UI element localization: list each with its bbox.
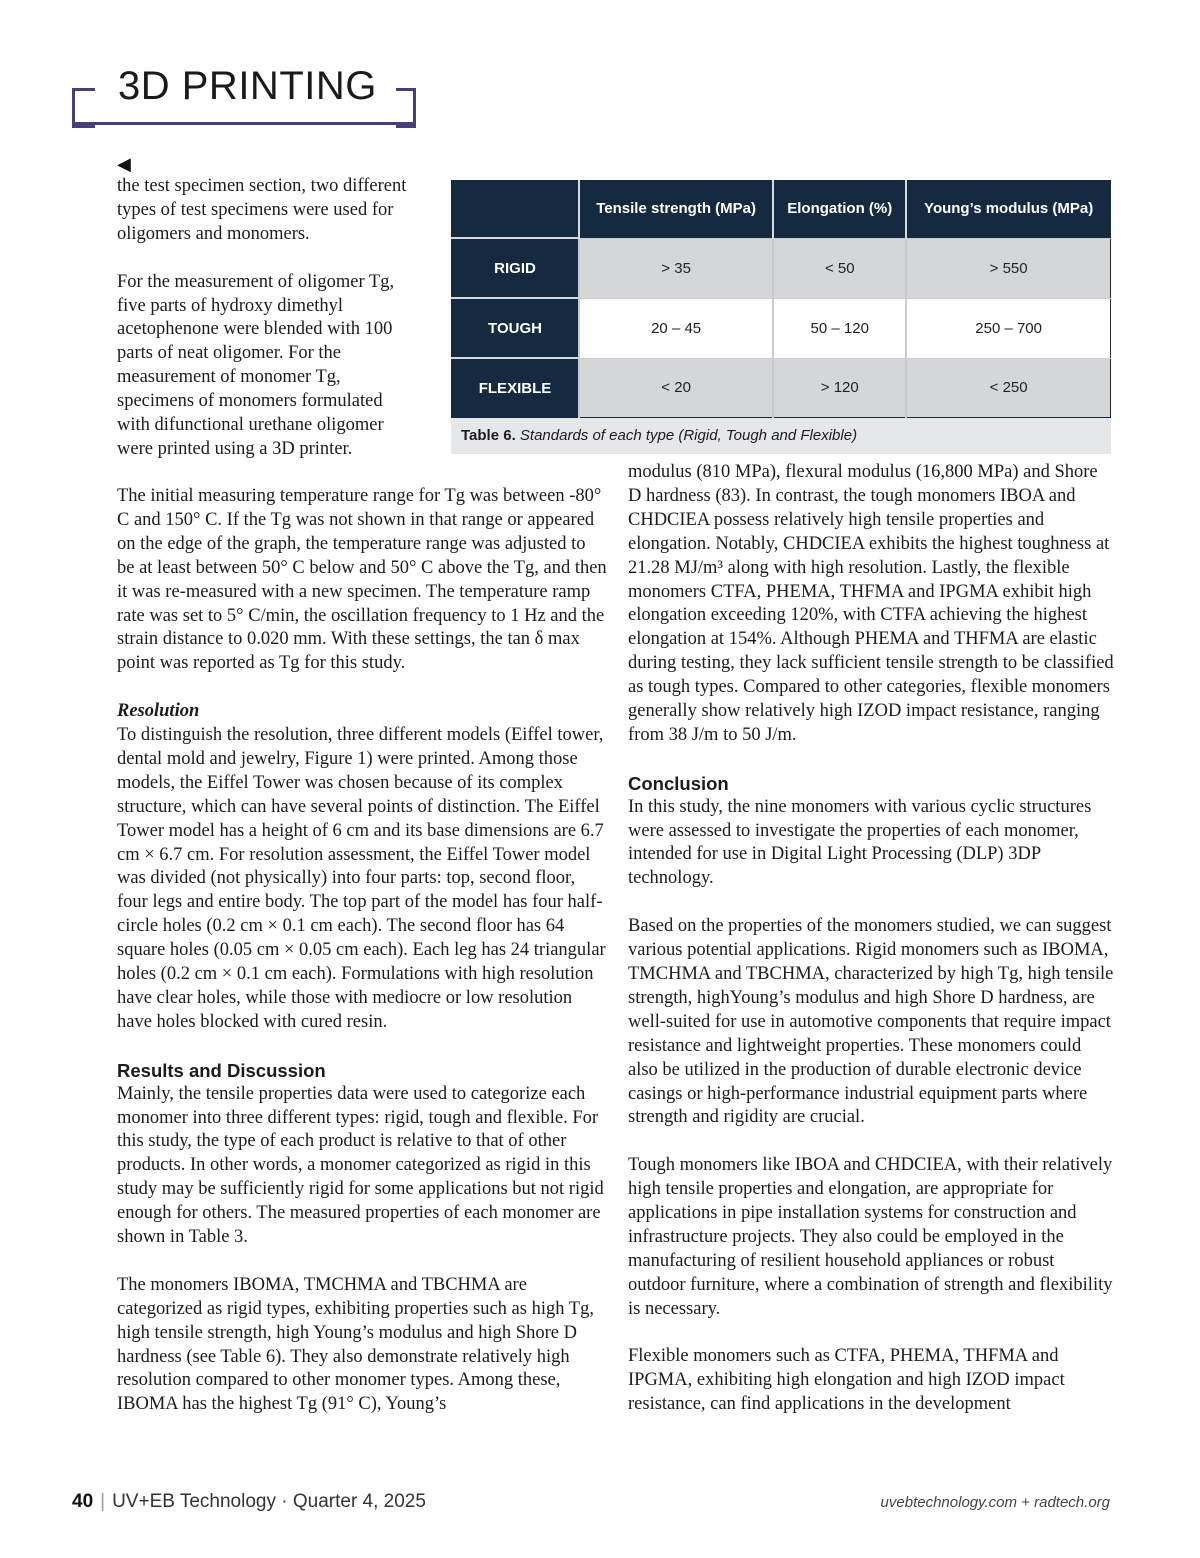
- table-header-row: [452, 181, 1111, 239]
- table-row-rigid: [452, 238, 1111, 298]
- subheading-resolution: Resolution: [117, 701, 200, 722]
- footer-separator: |: [100, 1491, 106, 1512]
- footer-websites[interactable]: uvebtechnology.com + radtech.org: [880, 1494, 1110, 1511]
- column-header-youngs: Young’s modulus (MPa): [906, 181, 1110, 239]
- subheading-results: Results and Discussion: [117, 1059, 326, 1081]
- table-row-flexible: [452, 358, 1111, 418]
- table-cell: 50 – 120: [773, 298, 906, 358]
- table-cell: < 20: [579, 358, 773, 418]
- table-row-tough: [452, 298, 1111, 358]
- paragraph: Flexible monomers such as CTFA, PHEMA, THFMA and IPGMA, exhibiting high elongation and high IZOD impact resistance, can find applications in the development: [628, 1346, 1065, 1415]
- paragraph: Tough monomers like IBOA and CHDCIEA, with their relatively high tensile properties and elongation, are appropriate for applications in pipe installation systems for construction and infrastructure projects. They also could be employed in the manufacturing of resilient household appliances or robust outdoor furniture, where a combination of strength and flexibility is necessary.: [628, 1155, 1113, 1319]
- paragraph: Mainly, the tensile properties data were used to categorize each monomer into three different types: rigid, tough and flexible. For this study, the type of each product is relative to that of other products. In other words, a monomer categorized as rigid in this study may be sufficiently rigid for some applications but not rigid enough for others. The measured properties of each monomer are shown in Table 3.: [117, 1083, 604, 1248]
- subheading-conclusion: Conclusion: [628, 772, 729, 794]
- column-header-tensile: Tensile strength (MPa): [579, 181, 773, 239]
- left-main-column: [117, 485, 607, 1417]
- right-main-column: [628, 461, 1114, 1417]
- table-caption: [451, 418, 1111, 454]
- section-title: 3D PRINTING: [118, 64, 377, 108]
- paragraph: Based on the properties of the monomers studied, we can suggest various potential applications. Rigid monomers such as IBOMA, TMCHMA and TBCHMA, characterized by high Tg, high tensile strength, highYoung’s modulus and high Shore D hardness, are well-suited for use in automotive components that require impact resistance and lightweight properties. These monomers could also be utilized in the production of durable electronic device casings or high-performance industrial equipment parts where strength and rigidity are crucial.: [628, 916, 1114, 1128]
- caption-label: Table 6.: [461, 427, 516, 444]
- row-label: TOUGH: [452, 298, 580, 358]
- table-cell: > 550: [906, 238, 1110, 298]
- header-bracket-right: [396, 88, 416, 128]
- page-number: 40: [72, 1491, 94, 1512]
- row-label: RIGID: [452, 238, 580, 298]
- caption-text: Standards of each type (Rigid, Tough and Flexible): [519, 427, 858, 444]
- table-corner-cell: [452, 181, 580, 239]
- table-6: [451, 180, 1111, 444]
- table-cell: 20 – 45: [579, 298, 773, 358]
- publication-name: UV+EB Technology · Quarter 4, 2025: [112, 1491, 426, 1512]
- column-header-elongation: Elongation (%): [773, 181, 906, 239]
- table-cell: 250 – 700: [906, 298, 1110, 358]
- paragraph: For the measurement of oligomer Tg, five parts of hydroxy dimethyl acetophenone were blended with 100 parts of neat oligomer. For the measurement of monomer Tg, specimens of monomers formulated with difunctional urethane oligomer were printed using a 3D printer.: [117, 271, 395, 459]
- footer-publication: [72, 1491, 426, 1513]
- table-cell: < 250: [906, 358, 1110, 418]
- table-cell: > 120: [773, 358, 906, 418]
- paragraph: The monomers IBOMA, TMCHMA and TBCHMA are categorized as rigid types, exhibiting properties such as high Tg, high tensile strength, high Young’s modulus and high Shore D hardness (see Table 6). They also demonstrate relatively high resolution compared to other monomer types. Among these, IBOMA has the highest Tg (91° C), Young’s: [117, 1274, 594, 1415]
- row-label: FLEXIBLE: [452, 358, 580, 418]
- table-cell: < 50: [773, 238, 906, 298]
- header-bracket-bottom: [72, 122, 416, 125]
- continued-arrow-icon: ◀: [117, 154, 131, 174]
- paragraph: the test specimen section, two different types of test specimens were used for oligomers and monomers.: [117, 176, 407, 244]
- paragraph: In this study, the nine monomers with various cyclic structures were assessed to investigate the properties of each monomer, intended for use in Digital Light Processing (DLP) 3DP technology.: [628, 796, 1092, 889]
- standards-table: [451, 180, 1111, 418]
- table-cell: > 35: [579, 238, 773, 298]
- left-top-column: [117, 175, 417, 462]
- paragraph: To distinguish the resolution, three different models (Eiffel tower, dental mold and jewelry, Figure 1) were printed. Among those models, the Eiffel Tower was chosen because of its complex structure, which can have several points of distinction. The Eiffel Tower model has a height of 6 cm and its base dimensions are 6.7 cm × 6.7 cm. For resolution assessment, the Eiffel Tower model was divided (not physically) into four parts: top, second floor, four legs and entire body. The top part of the model has four half-circle holes (0.2 cm × 0.1 cm each). The second floor has 64 square holes (0.05 cm × 0.05 cm each). Each leg has 24 triangular holes (0.2 cm × 0.1 cm each). Formulations with high resolution have clear holes, while those with mediocre or low resolution have holes blocked with cured resin.: [117, 725, 606, 1032]
- paragraph: modulus (810 MPa), flexural modulus (16,800 MPa) and Shore D hardness (83). In contrast, the tough monomers IBOA and CHDCIEA possess relatively high tensile properties and elongation. Notably, CHDCIEA exhibits the highest toughness at 21.28 MJ/m³ along with high resolution. Lastly, the flexible monomers CTFA, PHEMA, THFMA and IPGMA exhibit high elongation exceeding 120%, with CTFA achieving the highest elongation at 154%. Although PHEMA and THFMA are elastic during testing, they lack sufficient tensile strength to be classified as tough types. Compared to other categories, flexible monomers generally show relatively high IZOD impact resistance, ranging from 38 J/m to 50 J/m.: [628, 462, 1114, 745]
- paragraph: The initial measuring temperature range for Tg was between -80° C and 150° C. If the Tg was not shown in that range or appeared on the edge of the graph, the temperature range was adjusted to be at least between 50° C below and 50° C above the Tg, and then it was re-measured with a new specimen. The temperature ramp rate was set to 5° C/min, the oscillation frequency to 1 Hz and the strain distance to 0.020 mm. With these settings, the tan δ max point was reported as Tg for this study.: [117, 486, 607, 674]
